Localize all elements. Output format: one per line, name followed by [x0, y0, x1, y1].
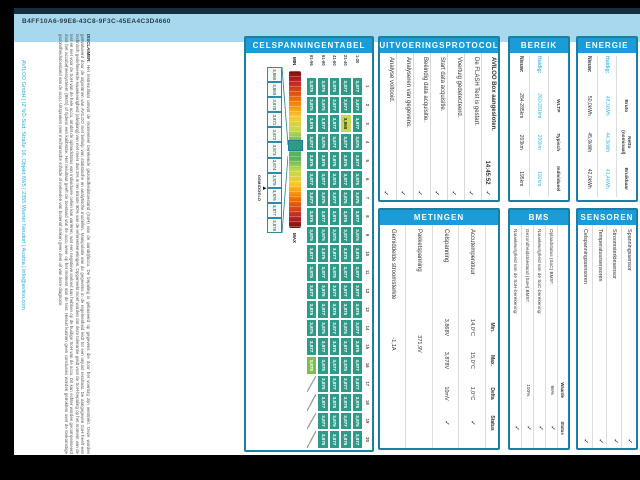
bracket-lines — [282, 57, 288, 243]
check-icon: ✓ — [524, 425, 532, 431]
voltage-cell: 3,877 — [317, 337, 328, 356]
check-icon: ✓ — [416, 190, 424, 196]
voltage-cell: 3,875 — [329, 393, 340, 412]
voltage-cell: 3,877 — [352, 151, 363, 170]
table-header-row — [557, 225, 568, 448]
column-header: WLTP — [554, 99, 560, 113]
voltage-cell: 3,875 — [329, 207, 340, 226]
voltage-cell: 3,875 — [352, 244, 363, 263]
scale-bar-row — [288, 57, 302, 243]
table-row — [580, 56, 598, 197]
voltage-cell: 3,875 — [352, 337, 363, 356]
section-celspanningentabel — [244, 36, 374, 452]
voltage-cell: 3,877 — [317, 114, 328, 133]
voltage-cell: 3,868 — [340, 114, 351, 133]
voltage-cell: 3,875 — [306, 300, 317, 319]
grid-col-number: 11 — [365, 270, 370, 275]
voltage-cell: 3,877 — [306, 337, 317, 356]
table-header-row — [549, 56, 566, 197]
value-cell: 45,0kWh — [585, 132, 592, 153]
row-label: Spanningssensor — [626, 229, 633, 271]
section-metingen — [378, 208, 500, 450]
voltage-cell: 3,875 — [352, 189, 363, 208]
voltage-cell: 3,877 — [329, 133, 340, 152]
voltage-cell: 3,875 — [352, 170, 363, 189]
voltage-cell: 3,877 — [352, 77, 363, 96]
voltage-cell — [306, 375, 317, 394]
value-cell: 42,0kWh — [585, 168, 592, 189]
check-icon: ✓ — [443, 420, 450, 426]
grid-row — [306, 55, 317, 449]
grid-row — [340, 55, 351, 449]
column-header: Min. — [489, 322, 495, 333]
status-cell — [469, 410, 476, 436]
section-title: BMS — [510, 210, 568, 225]
strip-value: 3,876 — [267, 188, 282, 203]
voltage-cell: 3,877 — [329, 375, 340, 394]
protocol-step-time: 14:45:52 — [484, 160, 490, 185]
table-header-row — [617, 56, 634, 197]
grid-row — [352, 55, 363, 449]
section-title: UITVOERINGSPROTOCOL — [380, 38, 498, 53]
strip-value: 3,878 — [267, 218, 282, 233]
value-cell: 3,878V — [442, 351, 449, 370]
voltage-cell: 3,877 — [340, 77, 351, 96]
grid-group-label: 41-60 — [331, 55, 337, 66]
strip-value: 3,874 — [267, 158, 282, 173]
check-icon: ✓ — [469, 420, 477, 426]
column-header: Typisch — [554, 133, 560, 152]
voltage-cell — [306, 393, 317, 412]
grid-group-label: 21-40 — [343, 55, 349, 66]
voltage-cell: 3,875 — [317, 96, 328, 115]
grid-col-number: 16 — [365, 362, 370, 368]
section-title: METINGEN — [380, 210, 498, 225]
status-cell — [443, 410, 450, 436]
voltage-scale — [248, 57, 304, 243]
grid-row — [317, 55, 328, 449]
grid-group-label: 1-20 — [354, 55, 360, 64]
protocol-step — [464, 53, 481, 200]
voltage-cell: 3,877 — [329, 189, 340, 208]
value-cell: 41,4kWh — [604, 168, 611, 189]
value-cell: 15,0°C — [469, 352, 476, 369]
row-label: Celspanningssensoren — [581, 229, 588, 284]
protocol-step-label: Beëindig data acquisitie. — [422, 57, 428, 123]
value-cell: -1,1A — [389, 337, 396, 351]
grid-col-number: 13 — [365, 307, 370, 312]
voltage-cell: 3,875 — [329, 337, 340, 356]
value-cell: 195km — [517, 171, 524, 187]
table-row — [380, 225, 406, 448]
voltage-cell — [306, 412, 317, 431]
section-title: CELSPANNINGENTABEL — [246, 38, 372, 53]
protocol-step — [481, 53, 498, 200]
table-row — [432, 225, 459, 448]
voltage-cell: 3,875 — [317, 375, 328, 394]
voltage-cell: 3,877 — [340, 337, 351, 356]
voltage-cell: 3,875 — [352, 226, 363, 245]
voltage-cell: 3,875 — [340, 151, 351, 170]
strip-value: 3,872 — [267, 127, 282, 142]
footer-text: AVILOO GmbH | IZ NÖ-Süd, Straße 16, Objekt 69/5 | 2355 Wiener Neudorf | Austria | info@aviloo.com — [20, 60, 26, 310]
voltage-cell: 3,875 — [352, 412, 363, 431]
value-cell: 260-281km — [536, 93, 543, 119]
status-cell — [512, 412, 519, 444]
voltage-cell: 3,877 — [340, 170, 351, 189]
voltage-cell: 3,875 — [329, 300, 340, 319]
section-energie — [576, 36, 638, 202]
voltage-cell: 3,875 — [352, 133, 363, 152]
voltage-cell: 3,877 — [352, 356, 363, 375]
voltage-cell: 3,875 — [329, 151, 340, 170]
row-label: Oplaadstatus (SoC) BMS*: — [549, 229, 554, 285]
table-row — [592, 225, 607, 448]
voltage-gradient-bar — [289, 71, 301, 228]
table-row — [459, 225, 486, 448]
voltage-cell: 3,877 — [352, 282, 363, 301]
voltage-cell: 3,877 — [340, 226, 351, 245]
column-header: Delta — [489, 387, 495, 400]
grid-col-number: 14 — [365, 325, 370, 331]
table-row — [406, 225, 433, 448]
column-header: Individueel — [554, 166, 560, 192]
grid-col-number: 3 — [365, 122, 370, 125]
voltage-cell: 3,875 — [340, 189, 351, 208]
max-label: MAX — [292, 233, 298, 243]
voltage-cell: 3,877 — [352, 96, 363, 115]
row-label: Nauwkeurigheid van de SoC-berekening: — [537, 229, 542, 315]
section-bereik — [508, 36, 570, 202]
strip-value: 3,869 — [267, 82, 282, 97]
check-icon: ✓ — [626, 438, 634, 444]
voltage-cell: 3,875 — [306, 207, 317, 226]
check-icon: ✓ — [433, 190, 441, 196]
voltage-cell: 3,877 — [352, 207, 363, 226]
voltage-cell: 3,877 — [352, 375, 363, 394]
column-header: Waarde — [560, 382, 566, 399]
voltage-cell: 3,875 — [340, 244, 351, 263]
table-row — [621, 225, 636, 448]
voltage-cell: 3,877 — [340, 133, 351, 152]
report-uuid: B4FF10A6-99E8-43C8-9F3C-45EA4C3D4660 — [22, 18, 171, 25]
voltage-cell: 3,875 — [317, 356, 328, 375]
column-header: Bruto — [622, 99, 628, 113]
table-row — [512, 56, 530, 197]
protocol-step-label: Start data acquisitie. — [439, 57, 445, 112]
value-cell: 284-285km — [517, 93, 524, 119]
voltage-cell: 3,877 — [306, 170, 317, 189]
voltage-cell: 3,875 — [329, 263, 340, 282]
report-page — [14, 8, 640, 455]
voltage-cell: 3,875 — [340, 356, 351, 375]
voltage-cell: 3,877 — [352, 263, 363, 282]
data-table — [578, 53, 636, 200]
voltage-cell: 3,877 — [306, 282, 317, 301]
row-label: Gezondheidstoestand (SoH) BMS*: — [525, 229, 530, 303]
check-icon: ✓ — [399, 190, 407, 196]
voltage-cell: 3,875 — [306, 114, 317, 133]
section-bms — [508, 208, 570, 450]
row-label: Celspanning — [442, 229, 449, 263]
row-label: Nieuw: — [585, 56, 592, 73]
status-cell — [524, 412, 531, 444]
row-label: Huidig: — [536, 56, 543, 74]
row-label: Nauwkeurigheid van de SoH-berekening: — [513, 229, 518, 315]
voltage-cell: 3,875 — [340, 207, 351, 226]
grid-header-row — [363, 55, 370, 449]
disclaimer-container — [27, 34, 91, 454]
grid-col-number: 15 — [365, 344, 370, 349]
strip-value: 3,868 — [267, 67, 282, 82]
voltage-cell: 3,877 — [329, 282, 340, 301]
voltage-cell: 3,875 — [306, 226, 317, 245]
voltage-cell: 3,877 — [340, 263, 351, 282]
voltage-cell: 3,875 — [317, 430, 328, 449]
value-cell: 100% — [525, 384, 530, 397]
voltage-grid — [306, 55, 370, 449]
voltage-cell: 3,875 — [317, 319, 328, 338]
grid-col-number: 5 — [365, 159, 370, 162]
average-label: GEMIDDELD — [257, 174, 261, 202]
column-header: Status — [489, 415, 495, 431]
voltage-cell — [306, 430, 317, 449]
table-row — [607, 225, 622, 448]
voltage-cell: 3,877 — [352, 319, 363, 338]
grid-col-number: 17 — [365, 381, 370, 387]
voltage-cell: 3,877 — [352, 114, 363, 133]
row-label: Stroomsterktesensor — [611, 229, 618, 279]
check-icon: ✓ — [450, 190, 458, 196]
voltage-cell: 3,875 — [329, 226, 340, 245]
voltage-cell: 3,875 — [352, 393, 363, 412]
strip-value: 3,875 — [267, 173, 282, 188]
voltage-cell: 3,877 — [317, 412, 328, 431]
table-row — [598, 56, 616, 197]
voltage-cell: 3,877 — [329, 356, 340, 375]
check-icon: ✓ — [611, 438, 619, 444]
value-cell: 50,0kWh — [585, 95, 592, 116]
grid-col-number: 9 — [365, 233, 370, 237]
value-cell: 44,3kWh — [604, 132, 611, 153]
voltage-cell: 3,875 — [306, 151, 317, 170]
check-icon: ✓ — [382, 190, 390, 196]
voltage-cell: 3,875 — [317, 151, 328, 170]
protocol-step — [380, 53, 396, 200]
check-icon: ✓ — [467, 190, 475, 196]
voltage-cell: 3,875 — [306, 96, 317, 115]
row-label: Pakketspanning — [416, 229, 423, 272]
voltage-cell: 3,877 — [329, 319, 340, 338]
voltage-cell: 3,875 — [317, 133, 328, 152]
voltage-cell: 3,875 — [340, 319, 351, 338]
check-icon: ✓ — [484, 190, 492, 196]
row-label: Nieuw: — [517, 56, 524, 73]
corner-cell — [363, 55, 370, 77]
voltage-cell: 3,875 — [317, 77, 328, 96]
column-header: Netto (nominaal) — [620, 130, 631, 155]
strip-value: 3,871 — [267, 112, 282, 127]
voltage-cell: 3,877 — [340, 282, 351, 301]
section-uitvoeringsprotocol — [378, 36, 500, 202]
average-marker — [257, 174, 266, 202]
value-cell: 10mV — [442, 386, 449, 401]
value-cell: 14,0°C — [469, 319, 476, 336]
row-label: Temperatuursensoren — [596, 229, 603, 282]
min-label: MIN — [292, 57, 298, 66]
column-header: Bruikbaar — [622, 167, 628, 190]
protocol-step-label: Voertuig gedetecteerd. — [456, 57, 462, 118]
voltage-cell: 3,875 — [329, 412, 340, 431]
voltage-cell: 3,877 — [340, 375, 351, 394]
footer-container — [15, 32, 26, 452]
strip-value: 3,877 — [267, 203, 282, 218]
voltage-cell: 3,875 — [317, 189, 328, 208]
protocol-step-label: De FLASH Test is gestart. — [473, 57, 479, 126]
voltage-cell: 3,875 — [340, 300, 351, 319]
voltage-cell: 3,875 — [306, 77, 317, 96]
table-row — [578, 225, 592, 448]
voltage-cell: 3,877 — [306, 133, 317, 152]
voltage-cell: 3,875 — [317, 226, 328, 245]
voltage-cell: 3,877 — [329, 114, 340, 133]
protocol-step-label: Analyse voltooid. — [388, 57, 394, 103]
voltage-cell: 3,877 — [317, 207, 328, 226]
data-table — [510, 53, 568, 200]
value-cell: 192km — [536, 171, 543, 187]
table-header-row — [485, 225, 498, 448]
voltage-cell: 3,875 — [317, 282, 328, 301]
grid-col-number: 18 — [365, 400, 370, 405]
voltage-cell: 3,877 — [317, 263, 328, 282]
disclaimer-text: DISCLAIMER: Het testresultaat omvat de momenteel berekende gezondheidstoestand (SoH) van de aandrijfaccu. De bepaling is gebaseerd op gegevens die door het voertuig zijn verstrekt. Deze worden geëvalueerd door de algoritmen van AVILOO met behulp van statistische en analytische modellen. Manipulatie van de gegevens in de regeleenheid leidt tot een onjuist resultaat. De aangegeven SoH heeft een technisch gedefinieerde nauwkeurigheid (afwijking) van niet meer dan 3% in ten minste 90% van de referentiemetingen. Opgemerkt moet worden dat deze tolerantie geldt voor de SoH-bepaling op het moment van de test en niet voor de SoH van de hele accu, omdat de oplaadstatus van individuele cellen kan variëren, wat een negatieve invloed kan hebben op de huidige SoH van de accu. Dit kan echter worden gecompenseerd door het accubeheersysteem (BMS) of tijdens een kalibratie. Het resultaat geeft de toestand van de accu weer op het moment van de test. Hieruit kunnen geen conclusies worden getrokken over de toekomstige gezondheidstoestand van de accu. Uitspraken over mechanische schade of invloeden van buitenaf maken geen deel uit van deze diagnose. — [58, 34, 91, 454]
protocol-step — [447, 53, 464, 200]
section-title: BEREIK — [510, 38, 568, 53]
grid-col-number: 12 — [365, 288, 370, 294]
protocol-step-label: Analyseren van gegevens. — [405, 57, 411, 128]
value-cell: 203km — [517, 134, 524, 150]
check-icon: ✓ — [582, 438, 590, 444]
highlight-range-box — [288, 140, 303, 151]
column-header: Max. — [489, 354, 495, 367]
voltage-cell: 3,877 — [329, 96, 340, 115]
voltage-cell: 3,875 — [352, 300, 363, 319]
check-icon: ✓ — [596, 438, 604, 444]
check-icon: ✓ — [512, 425, 520, 431]
grid-col-number: 10 — [365, 251, 370, 256]
voltage-cell: 3,875 — [317, 244, 328, 263]
average-marker-icon: ▲ — [261, 185, 267, 192]
grid-group-label: 81-96 — [309, 55, 315, 66]
strip-value: 3,870 — [267, 97, 282, 112]
voltage-strip — [267, 67, 282, 233]
table-row — [510, 225, 521, 448]
grid-col-number: 7 — [365, 196, 370, 200]
voltage-cell: 3,877 — [329, 244, 340, 263]
voltage-cell: 3,877 — [340, 96, 351, 115]
voltage-cell: 3,875 — [329, 77, 340, 96]
check-icon: ✓ — [536, 425, 544, 431]
row-label: Accutemperatuur — [469, 229, 476, 275]
voltage-cell: 3,877 — [340, 412, 351, 431]
row-label: Gemiddelde stroomsterkte — [389, 229, 396, 300]
column-header: Status — [560, 421, 566, 435]
voltage-cell: 3,875 — [306, 263, 317, 282]
value-cell: 3,868V — [442, 318, 449, 337]
grid-row — [329, 55, 340, 449]
voltage-cell: 3,877 — [352, 430, 363, 449]
grid-group-label: 61-80 — [320, 55, 326, 66]
protocol-step-label: AVILOO Box aangesloten. — [490, 57, 496, 131]
voltage-cell: 3,877 — [306, 244, 317, 263]
grid-col-number: 19 — [365, 418, 370, 424]
voltage-cell: 3,875 — [340, 430, 351, 449]
section-title: ENERGIE — [578, 38, 636, 53]
strip-value: 3,873 — [267, 142, 282, 157]
protocol-step — [413, 53, 430, 200]
check-icon: ✓ — [548, 425, 556, 431]
voltage-cell: 3,877 — [317, 393, 328, 412]
value-cell: 48,3kWh — [604, 95, 611, 116]
grid-col-number: 8 — [365, 215, 370, 218]
grid-col-number: 1 — [365, 85, 370, 88]
protocol-step — [396, 53, 413, 200]
voltage-cell: 3,878 — [306, 356, 317, 375]
value-cell: 1,0°C — [469, 386, 476, 401]
voltage-cell: 3,875 — [329, 170, 340, 189]
grid-col-number: 2 — [365, 103, 370, 107]
voltage-cell: 3,875 — [340, 393, 351, 412]
voltage-cell: 3,877 — [317, 170, 328, 189]
table-row — [533, 225, 545, 448]
protocol-step — [430, 53, 447, 200]
voltage-cell: 3,877 — [317, 300, 328, 319]
table-row — [530, 56, 548, 197]
disclaimer-lead: DISCLAIMER: — [86, 34, 91, 63]
value-cell: 371,9V — [416, 335, 423, 353]
value-cell: 66% — [549, 385, 554, 396]
row-label: Huidig: — [604, 56, 611, 74]
grid-col-number: 6 — [365, 178, 370, 181]
grid-col-number: 20 — [365, 437, 370, 442]
status-cell — [536, 412, 543, 444]
voltage-cell: 3,877 — [329, 430, 340, 449]
table-row — [545, 225, 557, 448]
section-title: SENSOREN — [578, 210, 636, 225]
voltage-cell: 3,877 — [306, 189, 317, 208]
section-sensoren — [576, 208, 638, 450]
value-cell: 200km — [536, 134, 543, 150]
voltage-cell: 3,875 — [306, 319, 317, 338]
grid-col-number: 4 — [365, 140, 370, 144]
table-row — [521, 225, 533, 448]
status-cell — [548, 412, 555, 444]
